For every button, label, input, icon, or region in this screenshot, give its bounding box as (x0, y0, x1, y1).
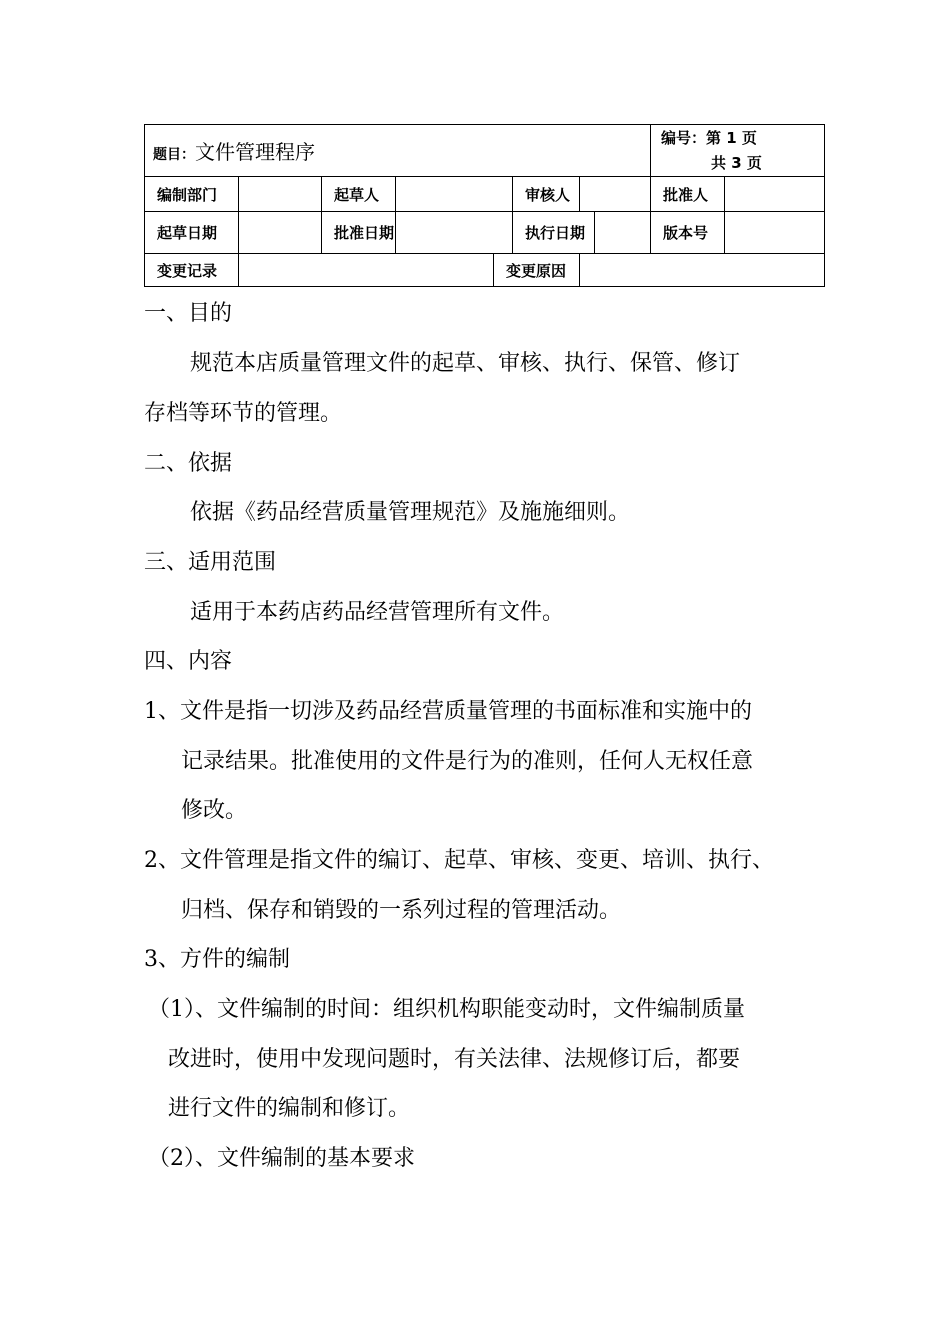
sub-item-line: （1）、文件编制的时间：组织机构职能变动时，文件编制质量 (148, 997, 745, 1022)
document-code-cell (651, 125, 825, 177)
section-heading: 一、目的 (144, 301, 233, 326)
reviewer-value (580, 177, 651, 212)
paragraph-line: 适用于本药店药品经营管理所有文件。 (190, 600, 565, 625)
effective-date-value (595, 212, 651, 254)
sub-item-line: （2）、文件编制的基本要求 (148, 1146, 415, 1171)
change-record-value (239, 254, 494, 287)
approver-value (725, 177, 825, 212)
list-item-line: 修改。 (181, 798, 248, 823)
approve-date-label: 批准日期 (322, 212, 396, 254)
document-header-table (144, 124, 825, 287)
department-value (239, 177, 322, 212)
draft-date-value (239, 212, 322, 254)
department-label: 编制部门 (145, 177, 239, 212)
approver-label: 批准人 (651, 177, 725, 212)
version-value (725, 212, 825, 254)
paragraph-line: 依据《药品经营质量管理规范》及施施细则。 (190, 500, 631, 525)
list-item-line: 3、方件的编制 (144, 947, 290, 972)
title-cell (145, 125, 651, 177)
draft-date-label: 起草日期 (145, 212, 239, 254)
total-pages: 共 3 页 (711, 153, 762, 172)
drafter-label: 起草人 (322, 177, 396, 212)
change-record-label: 变更记录 (145, 254, 239, 287)
change-reason-value (580, 254, 825, 287)
section-heading: 四、内容 (144, 649, 233, 674)
section-heading: 三、适用范围 (144, 550, 277, 575)
change-reason-label: 变更原因 (494, 254, 580, 287)
list-item-line: 2、文件管理是指文件的编订、起草、审核、变更、培训、执行、 (144, 848, 774, 873)
title-prefix: 题目： (153, 147, 195, 163)
document-title: 文件管理程序 (195, 140, 315, 164)
list-item-line: 1、文件是指一切涉及药品经营质量管理的书面标准和实施中的 (144, 699, 752, 724)
approve-date-value (396, 212, 513, 254)
paragraph-line: 规范本店质量管理文件的起草、审核、执行、保管、修订 (190, 351, 741, 376)
version-label: 版本号 (651, 212, 725, 254)
sub-item-line: 进行文件的编制和修订。 (168, 1096, 411, 1121)
page-number: 编号：第 1 页 (661, 128, 757, 147)
paragraph-line: 存档等环节的管理。 (144, 401, 343, 426)
drafter-value (396, 177, 513, 212)
sub-item-line: 改进时，使用中发现问题时，有关法律、法规修订后，都要 (168, 1047, 741, 1072)
list-item-line: 记录结果。批准使用的文件是行为的准则，任何人无权任意 (181, 749, 754, 774)
list-item-line: 归档、保存和销毁的一系列过程的管理活动。 (181, 898, 622, 923)
effective-date-label: 执行日期 (513, 212, 595, 254)
reviewer-label: 审核人 (513, 177, 580, 212)
section-heading: 二、依据 (144, 451, 233, 476)
